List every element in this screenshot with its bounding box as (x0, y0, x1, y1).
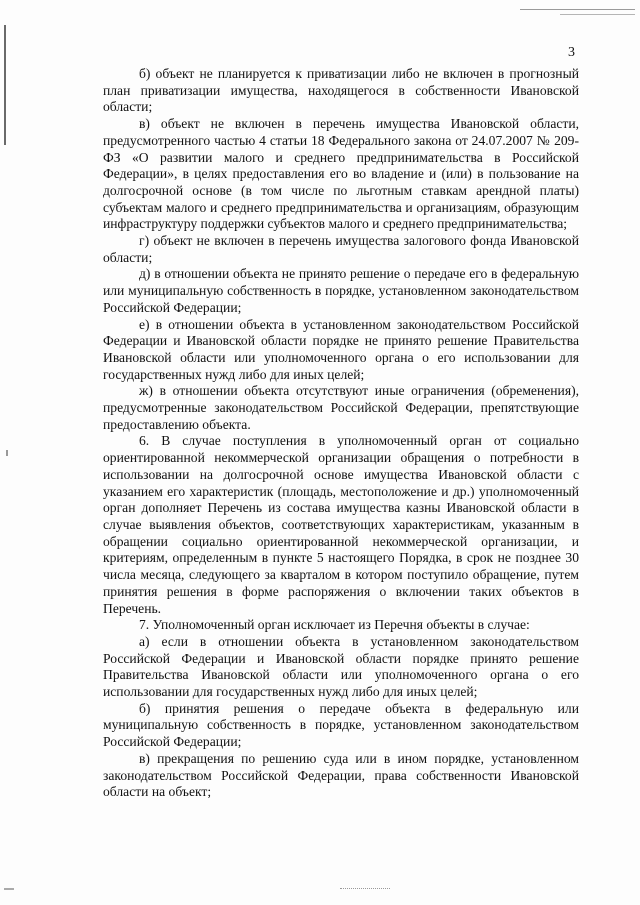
paragraph-7a: а) если в отношении объекта в установленном законодательством Российской Федерации и Ивановской области порядке принято решение Правительства Ивановской области или уполномоченного органа о его использовании для государственных нужд либо для иных целей; (103, 633, 579, 700)
paragraph-e: е) в отношении объекта в установленном законодательством Российской Федерации и Ивановской области порядке не принято решение Правительства Ивановской области или уполномоченного органа о его использовании для государственных нужд либо для иных целей; (103, 316, 579, 382)
scan-artifact-mark (4, 888, 14, 890)
scan-artifact-line (520, 9, 635, 10)
paragraph-b: б) объект не планируется к приватизации либо не включен в прогнозный план приватизации имущества, находящегося в собственности Ивановской области; (103, 66, 579, 115)
paragraph-7b: б) принятия решения о передаче объекта в федеральную или муниципальную собственность в порядке, установленном законодательством Российской Федерации; (103, 700, 579, 750)
scan-artifact-line (560, 14, 635, 15)
paragraph-v: в) объект не включен в перечень имущества Ивановской области, предусмотренного частью 4 статьи 18 Федерального закона от 24.07.2007 № 209-ФЗ «О развитии малого и среднего предпринимательства в Российской Федерации», в целях предоставления его во владение и (или) в пользование на долгосрочной основе (в том числе по льготным ставкам арендной платы) субъектам малого и среднего предпринимательства и организациям, образующим инфраструктуру поддержки субъектов малого и среднего предпринимательства; (103, 116, 579, 232)
scan-artifact-edge (4, 25, 6, 145)
scan-artifact-mark (6, 450, 8, 456)
paragraph-g: г) объект не включен в перечень имущества залогового фонда Ивановской области; (103, 233, 579, 265)
document-body (103, 66, 579, 801)
scan-artifact-dots (340, 888, 390, 890)
paragraph-7v: в) прекращения по решению суда или в ином порядке, установленном законодательством Российской Федерации, права собственности Ивановской области на объект; (103, 750, 579, 800)
paragraph-7: 7. Уполномоченный орган исключает из Перечня объекты в случае: (139, 617, 530, 633)
page-number: 3 (568, 45, 575, 60)
paragraph-d: д) в отношении объекта не принято решение о передаче его в федеральную или муниципальную собственность в порядке, установленном законодательством Российской Федерации; (103, 266, 579, 315)
paragraph-zh: ж) в отношении объекта отсутствуют иные ограничения (обременения), предусмотренные законодательством Российской Федерации, препятствующие предоставлению объекта. (103, 383, 579, 432)
paragraph-6: 6. В случае поступления в уполномоченный орган от социально ориентированной некоммерческой организации обращения о потребности в использовании на долгосрочной основе имущества Ивановской области с указанием его характеристик (площадь, местоположение и др.) уполномоченный орган дополняет Перечень из состава имущества казны Ивановской области в случае выявления объектов, соответствующих характеристикам, указанным в обращении социально ориентированной некоммерческой организации, и критериям, определенным в пункте 5 настоящего Порядка, в срок не позднее 30 числа месяца, следующего за кварталом в котором поступило обращение, путем принятия решения в форме распоряжения о включении таких объектов в Перечень. (103, 433, 579, 616)
